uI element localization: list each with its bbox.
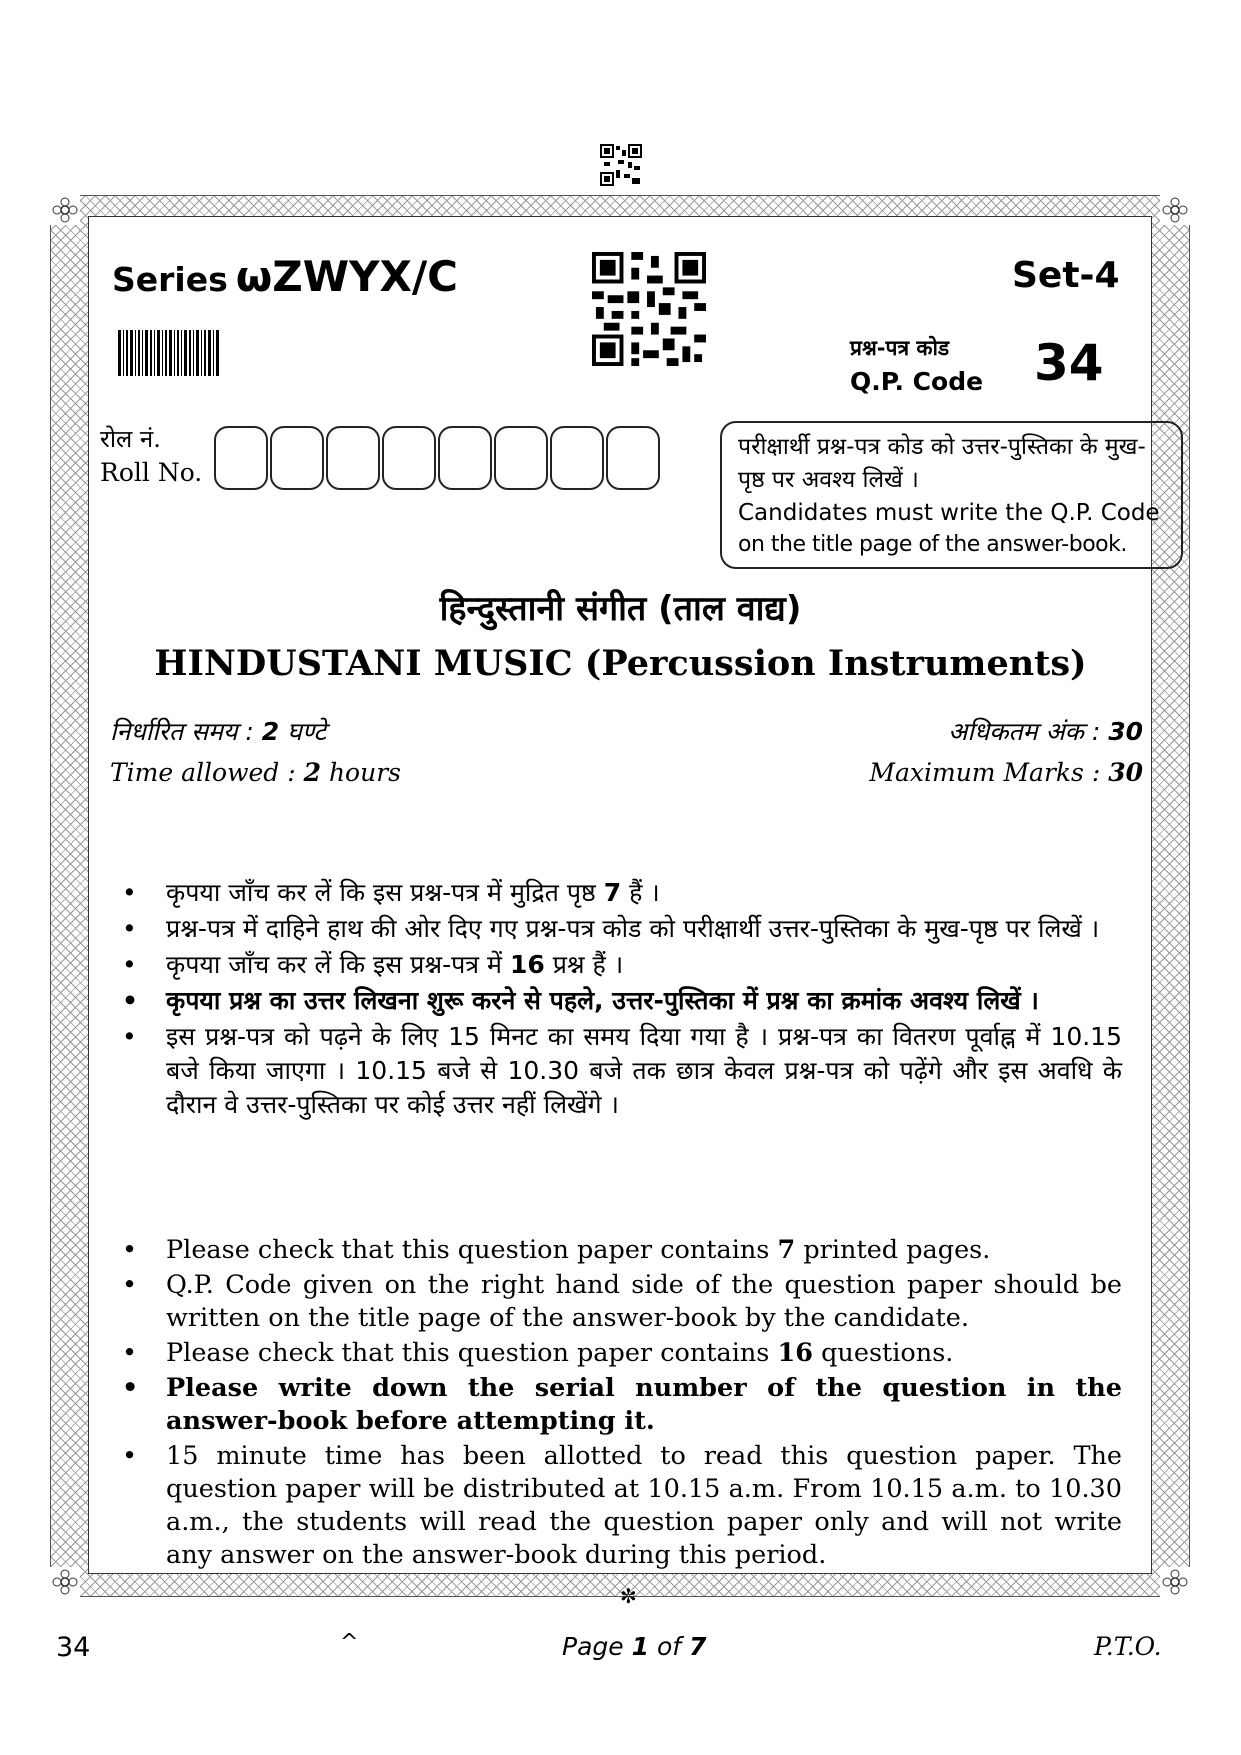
roll-digit-box[interactable]	[214, 426, 268, 490]
list-item: • कृपया जाँच कर लें कि इस प्रश्न-पत्र में मुद्रित पृष्ठ 7 हैं ।	[122, 876, 1122, 910]
top-qr-code-icon	[600, 144, 642, 186]
time-allowed-hindi: निर्धारित समय : 2 घण्टे	[110, 717, 327, 746]
roll-digit-box[interactable]	[382, 426, 436, 490]
list-item: • कृपया जाँच कर लें कि इस प्रश्न-पत्र में 16 प्रश्न हैं ।	[122, 948, 1122, 982]
qp-code-label: Q.P. Code	[850, 367, 984, 396]
corner-flower-icon	[50, 195, 80, 225]
qp-code-label-hindi: प्रश्न-पत्र कोड	[850, 336, 950, 360]
series-label	[112, 252, 458, 301]
notice-hindi: परीक्षार्थी प्रश्न-पत्र कोड को उत्तर-पुस्तिका के मुख-पृष्ठ पर अवश्य लिखें ।	[738, 434, 1146, 493]
instructions-hindi	[122, 876, 1122, 1124]
notice-english-line1: Candidates must write the Q.P. Code	[738, 500, 1160, 526]
roll-digit-box[interactable]	[270, 426, 324, 490]
roll-digit-box[interactable]	[326, 426, 380, 490]
corner-flower-icon	[1160, 195, 1190, 225]
footer-caret: ^	[340, 1630, 359, 1655]
list-item: • Please write down the serial number of the question in the answer-book before attempting it.	[122, 1372, 1122, 1438]
page-number: Page 1 of 7	[562, 1632, 707, 1661]
roll-digit-box[interactable]	[550, 426, 604, 490]
set-number: Set-4	[1012, 255, 1120, 296]
series-code: ωZWYX/C	[235, 252, 459, 301]
roll-digit-box[interactable]	[606, 426, 660, 490]
subject-title-hindi: हिन्दुस्तानी संगीत (ताल वाद्य)	[439, 589, 802, 629]
notice-english-line2: on the title page of the answer-book.	[738, 532, 1127, 557]
max-marks-hindi: अधिकतम अंक : 30	[948, 717, 1143, 746]
qp-code-value: 34	[1034, 334, 1104, 392]
list-item: • कृपया प्रश्न का उत्तर लिखना शुरू करने से पहले, उत्तर-पुस्तिका में प्रश्न का क्रमांक अवश्य लिखें ।	[122, 984, 1122, 1018]
series-word: Series	[112, 260, 228, 299]
roll-label: Roll No.	[100, 458, 203, 487]
roll-digit-box[interactable]	[494, 426, 548, 490]
max-marks: Maximum Marks : 30	[869, 758, 1143, 787]
footer-qp-code: 34	[56, 1632, 91, 1663]
star-ornament-icon: ✼	[620, 1584, 637, 1608]
list-item: • इस प्रश्न-पत्र को पढ़ने के लिए 15 मिनट का समय दिया गया है । प्रश्न-पत्र का वितरण पूर्वाह्न में 10.15 बजे किया जाएगा । 10.15 बजे से 10.30 बजे तक छात्र केवल प्रश्न-पत्र को पढ़ेंगे और इस अवधि के दौरान वे उत्तर-पुस्तिका पर कोई उत्तर नहीं लिखेंगे ।	[122, 1020, 1122, 1122]
list-item: • Please check that this question paper contains 16 questions.	[122, 1337, 1122, 1370]
list-item: • Please check that this question paper contains 7 printed pages.	[122, 1234, 1122, 1267]
time-allowed: Time allowed : 2 hours	[110, 758, 401, 787]
qr-code-icon	[592, 252, 706, 366]
barcode-icon	[118, 330, 220, 376]
roll-label-hindi: रोल नं.	[100, 425, 161, 453]
list-item: • Q.P. Code given on the right hand side of the question paper should be written on the title page of the answer-book by the candidate.	[122, 1269, 1122, 1335]
instructions-english	[122, 1234, 1122, 1574]
pto-label: P.T.O.	[1094, 1632, 1162, 1661]
qp-code-notice	[720, 421, 1183, 569]
list-item: • 15 minute time has been allotted to read this question paper. The question paper will be distributed at 10.15 a.m. From 10.15 a.m. to 10.30 a.m., the students will read the question paper only and will not write any answer on the answer-book during this period.	[122, 1440, 1122, 1572]
roll-digit-box[interactable]	[438, 426, 492, 490]
corner-flower-icon	[50, 1567, 80, 1597]
subject-title: HINDUSTANI MUSIC (Percussion Instruments)	[154, 643, 1087, 684]
corner-flower-icon	[1160, 1567, 1190, 1597]
roll-number-boxes	[214, 426, 662, 490]
list-item: • प्रश्न-पत्र में दाहिने हाथ की ओर दिए गए प्रश्न-पत्र कोड को परीक्षार्थी उत्तर-पुस्तिका के मुख-पृष्ठ पर लिखें ।	[122, 912, 1122, 946]
